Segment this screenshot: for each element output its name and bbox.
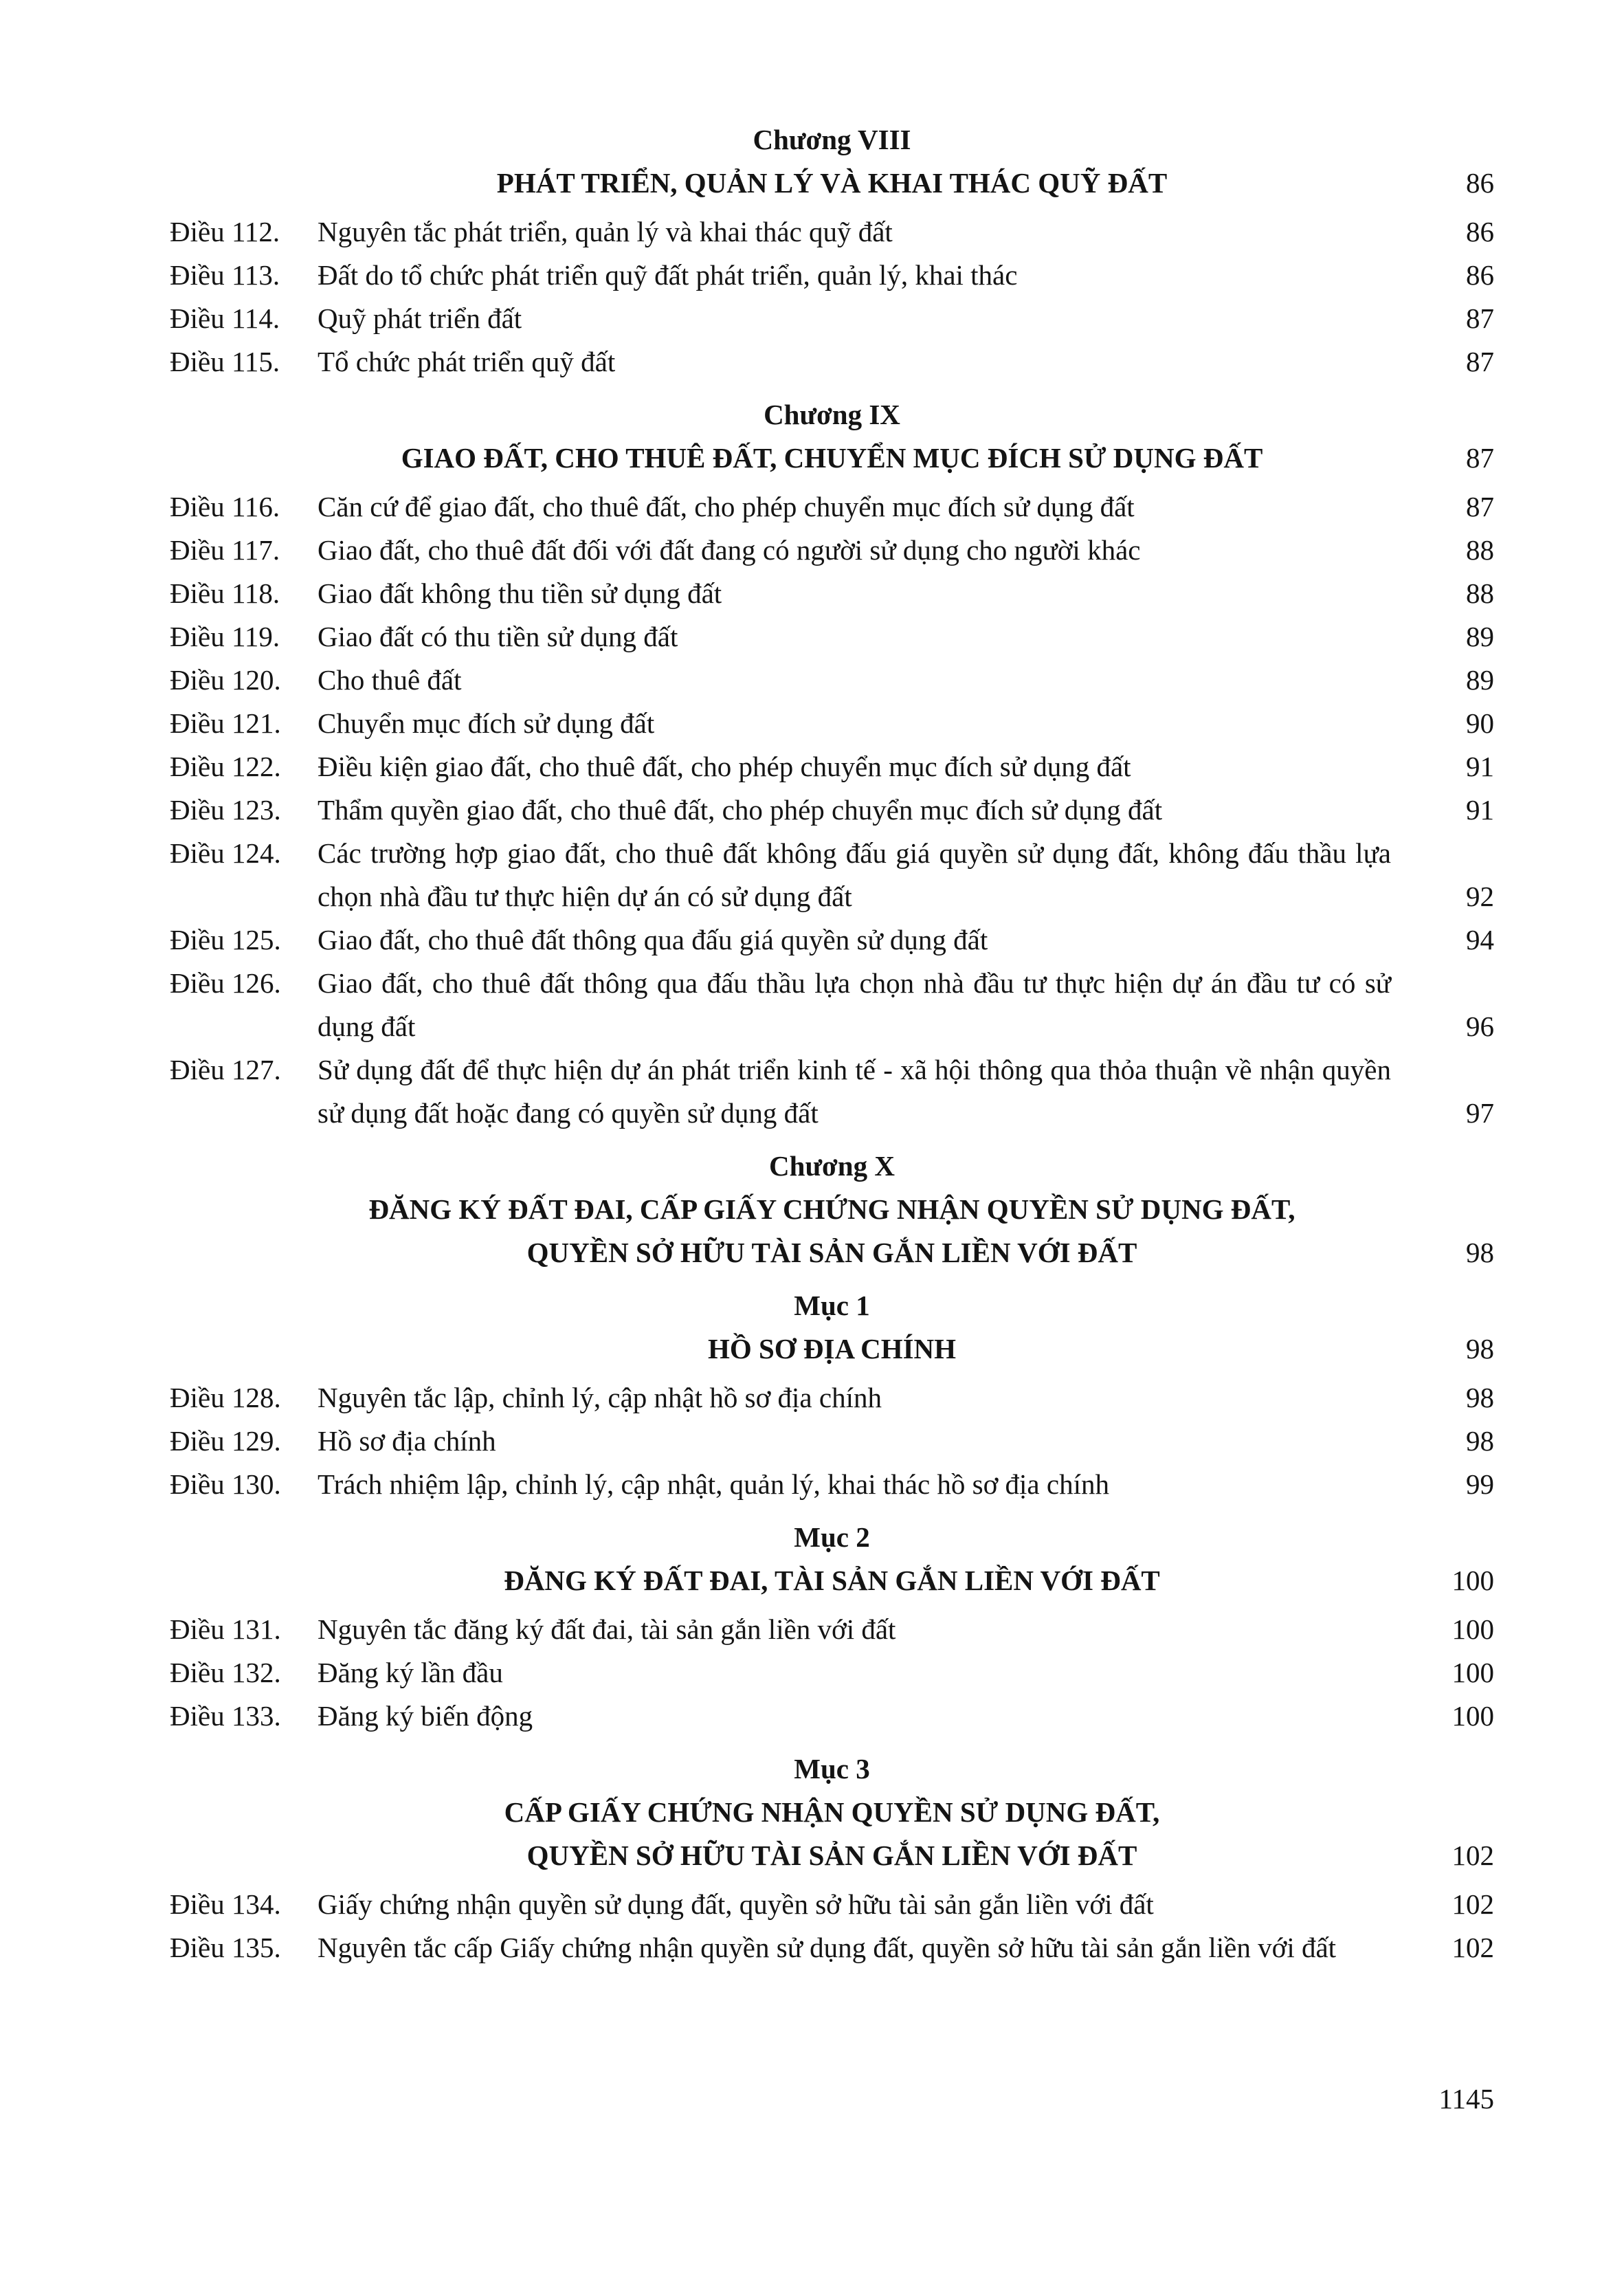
- entry-title: Giao đất, cho thuê đất thông qua đấu giá quyền sử dụng đất: [318, 924, 988, 956]
- toc-entry: [170, 340, 1494, 384]
- toc-section-muc: [170, 1284, 1494, 1506]
- entry-title: Đất do tổ chức phát triển quỹ đất phát triển, quản lý, khai thác: [318, 259, 1018, 291]
- toc-entry: [170, 1883, 1494, 1926]
- toc-entry-list: [170, 485, 1494, 1135]
- toc-entry: [170, 254, 1494, 297]
- toc-entry: [170, 529, 1494, 572]
- section-title-line: [170, 1188, 1494, 1231]
- entry-label: Điều 115.: [170, 346, 280, 377]
- section-title-line: [170, 1231, 1494, 1274]
- toc-section-chapter: [170, 393, 1494, 1135]
- section-title-text: ĐĂNG KÝ ĐẤT ĐAI, TÀI SẢN GẮN LIỀN VỚI ĐẤT: [504, 1565, 1160, 1596]
- entry-page-number: 98: [1466, 1425, 1494, 1457]
- section-title-text: QUYỀN SỞ HỮU TÀI SẢN GẮN LIỀN VỚI ĐẤT: [526, 1840, 1137, 1871]
- toc-entry-list: [170, 1608, 1494, 1738]
- entry-label: Điều 113.: [170, 259, 280, 291]
- section-title-line: [170, 1559, 1494, 1602]
- entry-page-number: 86: [1466, 216, 1494, 247]
- toc-section-chapter: [170, 118, 1494, 384]
- entry-page-number: 87: [1466, 346, 1494, 377]
- entry-label: Điều 125.: [170, 924, 281, 956]
- entry-label: Điều 126.: [170, 967, 281, 999]
- toc-entry: [170, 1376, 1494, 1420]
- section-title-text: PHÁT TRIỂN, QUẢN LÝ VÀ KHAI THÁC QUỸ ĐẤT: [496, 167, 1168, 199]
- toc-entry: [170, 1420, 1494, 1463]
- entry-label: Điều 114.: [170, 302, 280, 334]
- entry-label: Điều 134.: [170, 1888, 281, 1920]
- entry-label: Điều 135.: [170, 1932, 281, 1963]
- chapter-heading-label: Chương VIII: [753, 124, 911, 155]
- entry-title: Nguyên tắc cấp Giấy chứng nhận quyền sử dụng đất, quyền sở hữu tài sản gắn liền với đất: [318, 1932, 1337, 1963]
- entry-label: Điều 119.: [170, 621, 280, 652]
- section-title-line: [170, 1327, 1494, 1371]
- entry-title: Hồ sơ địa chính: [318, 1425, 496, 1457]
- entry-label: Điều 129.: [170, 1425, 281, 1457]
- toc-section-muc: [170, 1747, 1494, 1969]
- entry-title: Sử dụng đất để thực hiện dự án phát triển kinh tế - xã hội thông qua thỏa thuận về nhận quyền sử dụng đất hoặc đang có quyền sử dụng đất: [318, 1054, 1391, 1129]
- entry-page-number: 90: [1466, 707, 1494, 739]
- toc-entry: [170, 297, 1494, 340]
- section-title-text: ĐĂNG KÝ ĐẤT ĐAI, CẤP GIẤY CHỨNG NHẬN QUYỀN SỬ DỤNG ĐẤT,: [368, 1193, 1295, 1225]
- toc-entry: [170, 1048, 1494, 1135]
- toc-entry: [170, 1926, 1494, 1969]
- toc-content: [170, 118, 1494, 1969]
- entry-label: Điều 123.: [170, 794, 281, 826]
- toc-entry: [170, 1463, 1494, 1506]
- section-page-number: 100: [1451, 1565, 1494, 1596]
- entry-label: Điều 118.: [170, 577, 280, 609]
- entry-page-number: 86: [1466, 259, 1494, 291]
- toc-entry: [170, 1608, 1494, 1651]
- entry-page-number: 92: [1466, 881, 1494, 912]
- entry-page-number: 99: [1466, 1468, 1494, 1500]
- toc-entry: [170, 745, 1494, 788]
- toc-section-muc: [170, 1516, 1494, 1738]
- entry-title: Quỹ phát triển đất: [318, 302, 522, 334]
- muc-heading-label: Mục 3: [794, 1753, 870, 1785]
- entry-page-number: 91: [1466, 794, 1494, 826]
- toc-entry: [170, 572, 1494, 615]
- entry-label: Điều 120.: [170, 664, 281, 696]
- toc-entry: [170, 1695, 1494, 1738]
- entry-page-number: 102: [1451, 1888, 1494, 1920]
- entry-label: Điều 132.: [170, 1657, 281, 1688]
- entry-title: Trách nhiệm lập, chỉnh lý, cập nhật, quản lý, khai thác hồ sơ địa chính: [318, 1468, 1109, 1500]
- entry-label: Điều 112.: [170, 216, 280, 247]
- entry-label: Điều 117.: [170, 534, 280, 566]
- toc-entry: [170, 485, 1494, 529]
- entry-label: Điều 116.: [170, 491, 280, 522]
- entry-label: Điều 133.: [170, 1700, 281, 1732]
- section-page-number: 98: [1466, 1333, 1494, 1365]
- entry-title: Nguyên tắc lập, chỉnh lý, cập nhật hồ sơ địa chính: [318, 1382, 882, 1413]
- entry-page-number: 87: [1466, 491, 1494, 522]
- entry-page-number: 87: [1466, 302, 1494, 334]
- entry-title: Đăng ký lần đầu: [318, 1657, 503, 1688]
- entry-page-number: 89: [1466, 621, 1494, 652]
- entry-label: Điều 121.: [170, 707, 281, 739]
- entry-label: Điều 131.: [170, 1613, 281, 1645]
- entry-title: Thẩm quyền giao đất, cho thuê đất, cho phép chuyển mục đích sử dụng đất: [318, 794, 1163, 826]
- section-title-text: CẤP GIẤY CHỨNG NHẬN QUYỀN SỬ DỤNG ĐẤT,: [504, 1796, 1160, 1828]
- toc-entry: [170, 962, 1494, 1048]
- section-title-line: [170, 437, 1494, 480]
- toc-entry: [170, 1651, 1494, 1695]
- section-page-number: 86: [1466, 167, 1494, 199]
- entry-label: Điều 130.: [170, 1468, 281, 1500]
- entry-title: Giao đất, cho thuê đất thông qua đấu thầu lựa chọn nhà đầu tư thực hiện dự án đầu tư có sử dụng đất: [318, 967, 1391, 1042]
- section-page-number: 102: [1451, 1840, 1494, 1871]
- entry-title: Giao đất không thu tiền sử dụng đất: [318, 577, 722, 609]
- entry-title: Giao đất có thu tiền sử dụng đất: [318, 621, 678, 652]
- entry-title: Đăng ký biến động: [318, 1700, 533, 1732]
- entry-page-number: 91: [1466, 751, 1494, 782]
- entry-page-number: 100: [1451, 1700, 1494, 1732]
- toc-entry: [170, 788, 1494, 832]
- entry-page-number: 96: [1466, 1011, 1494, 1042]
- section-title-line: [170, 162, 1494, 205]
- toc-entry: [170, 832, 1494, 918]
- entry-label: Điều 124.: [170, 837, 281, 869]
- toc-section-chapter: [170, 1145, 1494, 1274]
- toc-entry-list: [170, 210, 1494, 384]
- section-title-line: [170, 1791, 1494, 1834]
- footer-page-number: 1145: [1438, 2083, 1494, 2115]
- entry-title: Các trường hợp giao đất, cho thuê đất không đấu giá quyền sử dụng đất, không đấu thầu lựa chọn nhà đầu tư thực hiện dự án có sử dụng đất: [318, 837, 1391, 912]
- entry-title: Điều kiện giao đất, cho thuê đất, cho phép chuyển mục đích sử dụng đất: [318, 751, 1131, 782]
- entry-title: Tổ chức phát triển quỹ đất: [318, 346, 616, 377]
- muc-heading-label: Mục 2: [794, 1521, 870, 1553]
- chapter-heading-label: Chương X: [769, 1150, 895, 1182]
- toc-entry-list: [170, 1376, 1494, 1506]
- entry-page-number: 100: [1451, 1657, 1494, 1688]
- section-title-text: GIAO ĐẤT, CHO THUÊ ĐẤT, CHUYỂN MỤC ĐÍCH SỬ DỤNG ĐẤT: [401, 442, 1263, 474]
- entry-title: Nguyên tắc đăng ký đất đai, tài sản gắn liền với đất: [318, 1613, 896, 1645]
- entry-label: Điều 122.: [170, 751, 281, 782]
- entry-page-number: 89: [1466, 664, 1494, 696]
- toc-entry: [170, 615, 1494, 659]
- section-title-text: QUYỀN SỞ HỮU TÀI SẢN GẮN LIỀN VỚI ĐẤT: [526, 1237, 1137, 1268]
- toc-entry: [170, 702, 1494, 745]
- entry-title: Chuyển mục đích sử dụng đất: [318, 707, 655, 739]
- toc-entry: [170, 918, 1494, 962]
- entry-title: Cho thuê đất: [318, 664, 462, 696]
- toc-entry-list: [170, 1883, 1494, 1969]
- entry-title: Giao đất, cho thuê đất đối với đất đang có người sử dụng cho người khác: [318, 534, 1141, 566]
- entry-title: Nguyên tắc phát triển, quản lý và khai thác quỹ đất: [318, 216, 893, 247]
- entry-label: Điều 128.: [170, 1382, 281, 1413]
- toc-entry: [170, 659, 1494, 702]
- entry-page-number: 100: [1451, 1613, 1494, 1645]
- toc-entry: [170, 210, 1494, 254]
- entry-title: Giấy chứng nhận quyền sử dụng đất, quyền sở hữu tài sản gắn liền với đất: [318, 1888, 1154, 1920]
- entry-label: Điều 127.: [170, 1054, 281, 1085]
- entry-title: Căn cứ để giao đất, cho thuê đất, cho phép chuyển mục đích sử dụng đất: [318, 491, 1135, 522]
- chapter-heading-label: Chương IX: [764, 399, 900, 430]
- entry-page-number: 102: [1451, 1932, 1494, 1963]
- section-title-line: [170, 1834, 1494, 1877]
- entry-page-number: 97: [1466, 1097, 1494, 1129]
- entry-page-number: 88: [1466, 577, 1494, 609]
- section-page-number: 87: [1466, 442, 1494, 474]
- entry-page-number: 94: [1466, 924, 1494, 956]
- section-page-number: 98: [1466, 1237, 1494, 1268]
- muc-heading-label: Mục 1: [794, 1290, 870, 1321]
- entry-page-number: 98: [1466, 1382, 1494, 1413]
- section-title-text: HỒ SƠ ĐỊA CHÍNH: [707, 1333, 957, 1365]
- entry-page-number: 88: [1466, 534, 1494, 566]
